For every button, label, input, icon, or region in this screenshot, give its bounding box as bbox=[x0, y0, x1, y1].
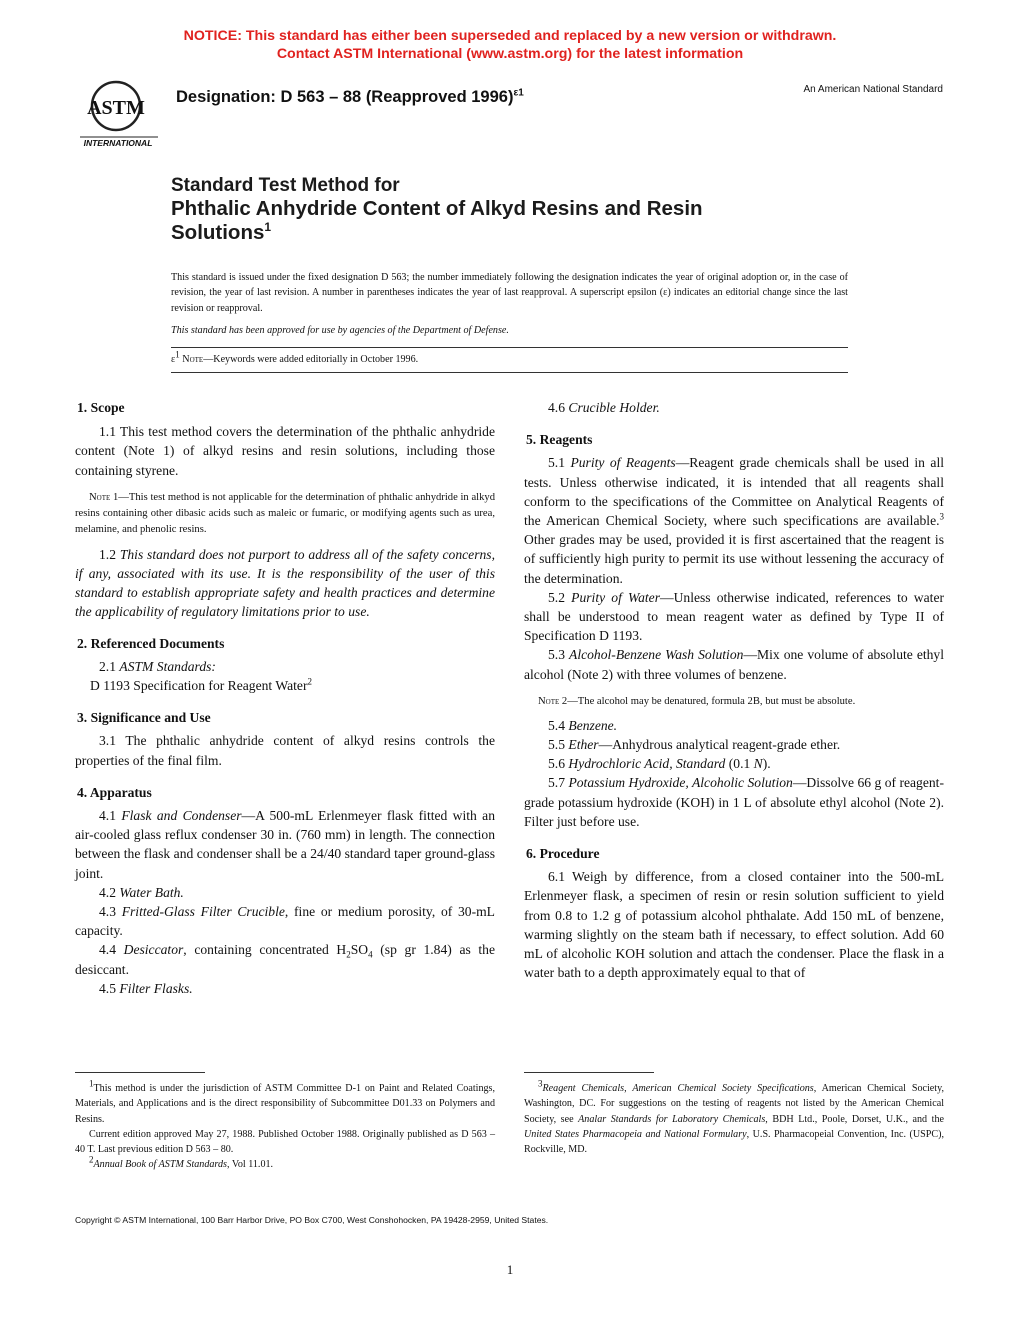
footnote-1: $^1$This method is under the jurisdiction of ASTM Committee D-1 on Paint and Related Coatings, Materials, and Applications and is the direct responsibility of Subcommittee D01.33 on Polymers and Resins. bbox=[75, 1078, 495, 1125]
reference-item: D 1193 Specification for Reagent Water$^2$ bbox=[90, 676, 312, 694]
astm-logo bbox=[78, 76, 160, 148]
footnotes-right bbox=[524, 1078, 944, 1157]
footnote-1-edition: Current edition approved May 27, 1988. Published October 1988. Originally published as D 563 – 40 T. Last previous edition D 563 – 80. bbox=[75, 1128, 495, 1156]
paragraph: 4.6 Crucible Holder. bbox=[548, 400, 660, 415]
copyright-line: Copyright © ASTM International, 100 Barr Harbor Drive, PO Box C700, West Conshohocken, PA 19428-2959, United States. bbox=[75, 1215, 549, 1225]
paragraph: 4.2 Water Bath. bbox=[99, 884, 184, 900]
footnote-divider bbox=[524, 1072, 654, 1073]
section-heading: 6. Procedure bbox=[526, 846, 600, 862]
section-heading: 4. Apparatus bbox=[77, 784, 152, 800]
paragraph: 4.3 Fritted-Glass Filter Crucible, fine or medium porosity, of 30-mL capacity. bbox=[75, 904, 495, 939]
notice-line-2: Contact ASTM International (www.astm.org) for the latest information bbox=[276, 46, 744, 62]
note-1: Note 1—This test method is not applicable for the determination of phthalic anhydride in alkyd resins containing other dibasic acids such as maleic or fumaric, or modifying agents such as urea, melamine, and phenolic resins. bbox=[75, 491, 495, 535]
paragraph: 1.1 This test method covers the determination of the phthalic anhydride content (Note 1) of alkyd resins and resin solutions, including those containing styrene. bbox=[75, 424, 495, 478]
withdrawal-notice bbox=[0, 27, 1020, 63]
note-2: Note 2—The alcohol may be denatured, formula 2B, but must be absolute. bbox=[538, 695, 856, 707]
paragraph: 2.1 ASTM Standards: bbox=[99, 658, 216, 674]
dod-approval: This standard has been approved for use by agencies of the Department of Defense. bbox=[171, 325, 509, 336]
right-column bbox=[524, 398, 944, 982]
paragraph: 5.1 Purity of Reagents—Reagent grade chemicals shall be used in all tests. Unless otherwise indicated, it is intended that all reagents shall conform to the specifications of the Committee on Analytical Reagents of the American Chemical Society, where such specifications are available.$^3$ Other grades may be used, provided it is first ascertained that the reagent is of sufficiently high purity to permit its use without lessening the accuracy of the determination. bbox=[524, 455, 945, 586]
paragraph: 5.5 Ether—Anhydrous analytical reagent-grade ether. bbox=[548, 737, 841, 753]
paragraph: 1.2 This standard does not purport to address all of the safety concerns, if any, associated with its use. It is the responsibility of the user of this standard to establish appropriate safety and health practices and determine the applicability of regulatory limitations prior to use. bbox=[75, 546, 495, 620]
section-heading: 1. Scope bbox=[77, 400, 125, 415]
notice-line-1: NOTICE: This standard has either been superseded and replaced by a new version or withdrawn. bbox=[183, 28, 837, 44]
footnote-divider bbox=[75, 1072, 205, 1073]
section-heading: 2. Referenced Documents bbox=[77, 635, 225, 651]
designation: Designation: D 563 – 88 (Reapproved 1996)$^{\varepsilon 1}$ bbox=[176, 87, 524, 106]
logo-subtext: INTERNATIONAL bbox=[83, 138, 153, 148]
title-line-3: Solutions$^1$ bbox=[171, 220, 272, 244]
left-column bbox=[75, 398, 495, 998]
section-heading: 5. Reagents bbox=[526, 432, 593, 448]
page-number: 1 bbox=[506, 1262, 514, 1277]
paragraph: 5.7 Potassium Hydroxide, Alcoholic Solution—Dissolve 66 g of reagent-grade potassium hydroxide (KOH) in 1 L of absolute ethyl alcohol (Note 2). Filter just before use. bbox=[524, 775, 944, 829]
document-title bbox=[171, 174, 831, 245]
divider bbox=[171, 372, 848, 373]
paragraph: 4.1 Flask and Condenser—A 500-mL Erlenmeyer flask fitted with an air-cooled glass reflux condenser 30 in. (760 mm) in length. The connection between the flask and condenser shall be a 24/40 standard taper ground-glass joint. bbox=[75, 808, 496, 881]
epsilon-note: $\varepsilon^1$ Note—Keywords were added editorially in October 1996. bbox=[171, 349, 419, 365]
paragraph: 4.5 Filter Flasks. bbox=[99, 980, 193, 996]
divider bbox=[171, 347, 848, 348]
paragraph: 5.2 Purity of Water—Unless otherwise indicated, references to water shall be understood to mean reagent water as defined by Type II of Specification D 1193. bbox=[524, 589, 944, 644]
paragraph: 5.3 Alcohol-Benzene Wash Solution—Mix one volume of absolute ethyl alcohol (Note 2) with three volumes of benzene. bbox=[524, 647, 944, 682]
paragraph: 5.4 Benzene. bbox=[548, 717, 618, 733]
national-standard-label: An American National Standard bbox=[803, 84, 943, 95]
paragraph: 5.6 Hydrochloric Acid, Standard (0.1 N). bbox=[548, 756, 771, 772]
footnote-2: $^2$Annual Book of ASTM Standards, Vol 11.01. bbox=[89, 1155, 274, 1171]
title-line-2: Phthalic Anhydride Content of Alkyd Resins and Resin bbox=[171, 197, 703, 220]
logo-text: ASTM bbox=[87, 97, 145, 119]
section-heading: 3. Significance and Use bbox=[77, 710, 211, 726]
title-line-1: Standard Test Method for bbox=[171, 175, 400, 196]
paragraph: 4.4 Desiccator, containing concentrated $H_2SO_4$ (sp gr 1.84) as the desiccant. bbox=[75, 942, 496, 977]
paragraph: 3.1 The phthalic anhydride content of alkyd resins controls the properties of the final film. bbox=[75, 733, 495, 768]
footnote-3: $^3$Reagent Chemicals, American Chemical Society Specifications, American Chemical Society, Washington, DC. For suggestions on the testing of reagents not listed by the American Chemical Society, see Analar Standards for Laboratory Chemicals, BDH Ltd., Poole, Dorset, U.K., and the United States Pharmacopeia and National Formulary, U.S. Pharmacopeial Convention, Inc. (USPC), Rockville, MD. bbox=[524, 1078, 944, 1156]
issuance-statement: This standard is issued under the fixed designation D 563; the number immediately following the designation indicates the year of original adoption or, in the case of revision, the year of last revision. A number in parentheses indicates the year of last reapproval. A superscript epsilon (ε) indicates an editorial change since the last revision or reapproval. bbox=[171, 272, 848, 314]
footnotes-left bbox=[75, 1078, 495, 1173]
paragraph: 6.1 Weigh by difference, from a closed container into the 500-mL Erlenmeyer flask, a specimen of resin or resin solution sufficient to yield from 0.8 to 1.2 g of potassium alcohol phthalate. Add 150 mL of benzene, warming slightly on the steam bath if necessary, to effect solution. Add 60 mL of alcoholic KOH solution and attach the condenser. Place the flask in a water bath to a depth approximately equal to that of bbox=[524, 869, 944, 981]
